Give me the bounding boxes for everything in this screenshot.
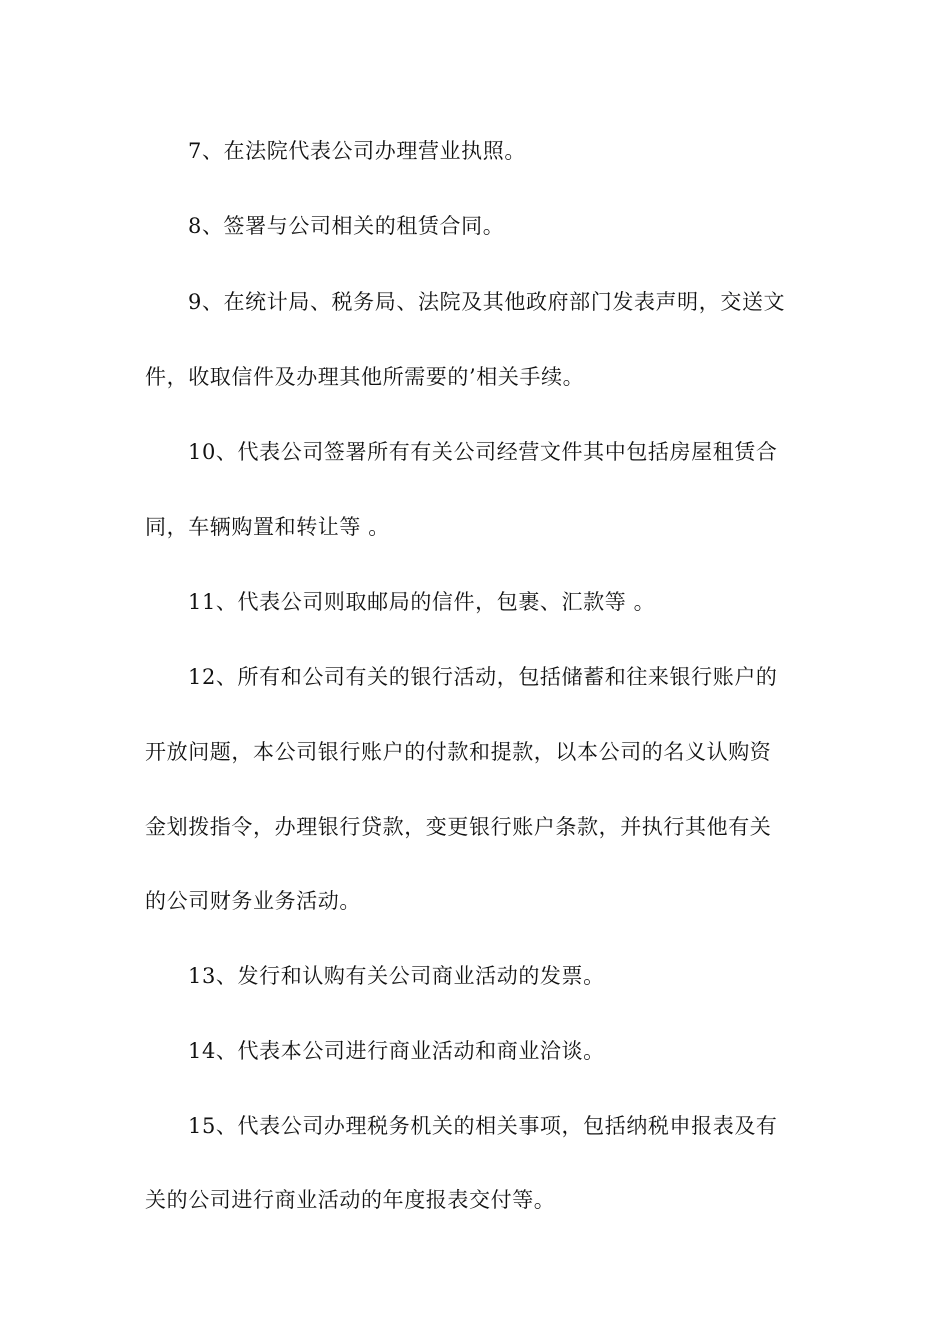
paragraph-item-12-line-1: 12、所有和公司有关的银行活动，包括储蓄和往来银行账户的 [188, 665, 778, 689]
paragraph-item-9-line-2: 件，收取信件及办理其他所需要的’相关手续。 [145, 365, 585, 389]
paragraph-item-15-line-2: 关的公司进行商业活动的年度报表交付等。 [145, 1188, 556, 1212]
paragraph-item-12-line-3: 金划拨指令，办理银行贷款，变更银行账户条款，并执行其他有关 [145, 815, 772, 839]
paragraph-item-10-line-2: 同，车辆购置和转让等 。 [145, 515, 390, 539]
paragraph-item-8: 8、签署与公司相关的租赁合同。 [188, 214, 505, 238]
paragraph-item-12-line-4: 的公司财务业务活动。 [145, 889, 361, 913]
paragraph-item-7: 7、在法院代表公司办理营业执照。 [188, 139, 526, 163]
paragraph-item-9-line-1: 9、在统计局、税务局、法院及其他政府部门发表声明，交送文 [188, 290, 786, 314]
paragraph-item-14: 14、代表本公司进行商业活动和商业洽谈。 [188, 1039, 605, 1063]
paragraph-item-10-line-1: 10、代表公司签署所有有关公司经营文件其中包括房屋租赁合 [188, 440, 778, 464]
paragraph-item-12-line-2: 开放问题，本公司银行账户的付款和提款，以本公司的名义认购资 [145, 740, 772, 764]
paragraph-item-13: 13、发行和认购有关公司商业活动的发票。 [188, 964, 605, 988]
paragraph-item-11: 11、代表公司则取邮局的信件，包裹、汇款等 。 [188, 590, 656, 614]
paragraph-item-15-line-1: 15、代表公司办理税务机关的相关事项，包括纳税申报表及有 [188, 1114, 778, 1138]
